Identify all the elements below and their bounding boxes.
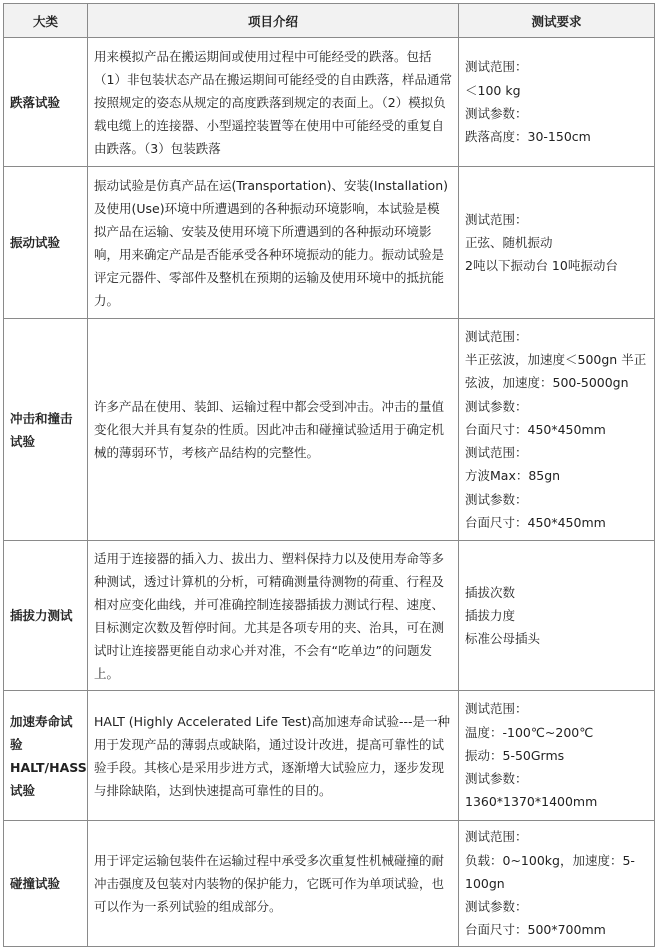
row-requirements [459, 821, 655, 947]
header-intro: 项目介绍 [88, 4, 459, 38]
table-row [4, 821, 655, 947]
table-row [4, 38, 655, 167]
requirement-line: 跌落高度：30-150cm [465, 129, 591, 145]
requirement-line: 测试范围： [465, 211, 528, 227]
row-requirements [459, 38, 655, 167]
requirement-line: 半正弦波，加速度＜500gn 半正弦波，加速度：500-5000gn [465, 351, 647, 391]
row-intro: 用来模拟产品在搬运期间或使用过程中可能经受的跌落。包括（1）非包装状态产品在搬运期间可能经受的自由跌落，样品通常按照规定的姿态从规定的高度跌落到规定的表面上。（2）模拟负载电缆上的连接器、小型遥控装置等在使用中可能经受的重复自由跌落。（3）包装跌落 [88, 38, 459, 167]
row-intro: 用于评定运输包装件在运输过程中承受多次重复性机械碰撞的耐冲击强度及包装对内装物的保护能力，它既可作为单项试验，也可以作为一系列试验的组成部分。 [88, 821, 459, 947]
requirement-line: 标准公母插头 [465, 631, 541, 647]
header-category: 大类 [4, 4, 88, 38]
requirement-line: 测试参数： [465, 398, 528, 414]
row-requirements [459, 319, 655, 541]
header-requirements: 测试要求 [459, 4, 655, 38]
row-intro: 适用于连接器的插入力、拔出力、塑料保持力以及使用寿命等多种测试，透过计算机的分析，可精确测量待测物的荷重、行程及相对应变化曲线，并可准确控制连接器插拔力测试行程、速度、目标测定次数及暂停时间。尤其是各项专用的夹、治具，可在测试时让连接器更能自动求心并对准，不会有“吃单边”的问题发上。 [88, 541, 459, 691]
row-category: 插拔力测试 [4, 541, 88, 691]
requirement-line: 测试范围： [465, 701, 528, 717]
table-row [4, 319, 655, 541]
requirement-line: 振动：5-50Grms [465, 747, 565, 763]
requirement-line: 2吨以下振动台 10吨振动台 [465, 258, 618, 274]
requirement-line: 台面尺寸：450*450mm [465, 421, 606, 437]
row-category: 加速寿命试验HALT/HASS试验 [4, 691, 88, 821]
row-requirements [459, 167, 655, 319]
requirement-line: ＜100 kg [465, 82, 521, 98]
row-intro: 许多产品在使用、装卸、运输过程中都会受到冲击。冲击的量值变化很大并具有复杂的性质。因此冲击和碰撞试验适用于确定机械的薄弱环节，考核产品结构的完整性。 [88, 319, 459, 541]
row-category: 振动试验 [4, 167, 88, 319]
requirement-line: 测试范围： [465, 59, 528, 75]
requirement-line: 方波Max：85gn [465, 468, 561, 484]
requirement-line: 测试参数： [465, 491, 528, 507]
requirement-line: 测试参数： [465, 771, 528, 787]
requirement-line: 温度：-100℃~200℃ [465, 724, 594, 740]
requirement-line: 测试参数： [465, 899, 528, 915]
requirement-line: 测试参数： [465, 106, 528, 121]
requirement-line: 测试范围： [465, 829, 528, 845]
row-category: 冲击和撞击试验 [4, 319, 88, 541]
table-row [4, 167, 655, 319]
row-category: 碰撞试验 [4, 821, 88, 947]
row-requirements [459, 691, 655, 821]
row-intro: 振动试验是仿真产品在运(Transportation)、安装(Installation)及使用(Use)环境中所遭遇到的各种振动环境影响，本试验是模拟产品在运输、安装及使用环境下所遭遇到的各种振动环境影响，用来确定产品是否能承受各种环境振动的能力。振动试验是评定元器件、零部件及整机在预期的运输及使用环境中的抵抗能力。 [88, 167, 459, 319]
requirement-line: 插拔力度 [465, 607, 516, 623]
requirement-line: 负载：0~100kg，加速度：5-100gn [465, 852, 635, 891]
table-row [4, 691, 655, 821]
requirement-line: 插拔次数 [465, 584, 516, 600]
table-row [4, 541, 655, 691]
requirement-line: 正弦、随机振动 [465, 234, 553, 250]
row-intro: HALT (Highly Accelerated Life Test)高加速寿命试验---是一种用于发现产品的薄弱点或缺陷，通过设计改进，提高可靠性的试验手段。其核心是采用步进方式，逐渐增大试验应力，逐步发现与排除缺陷，达到快速提高可靠性的目的。 [88, 691, 459, 821]
requirement-line: 1360*1370*1400mm [465, 794, 598, 810]
table-header-row [4, 4, 655, 38]
row-requirements [459, 541, 655, 691]
requirement-line: 测试范围： [465, 328, 528, 344]
row-category: 跌落试验 [4, 38, 88, 167]
test-items-table [3, 3, 655, 947]
requirement-line: 台面尺寸：500*700mm [465, 922, 606, 938]
requirement-line: 台面尺寸：450*450mm [465, 515, 606, 531]
requirement-line: 测试范围： [465, 445, 528, 461]
